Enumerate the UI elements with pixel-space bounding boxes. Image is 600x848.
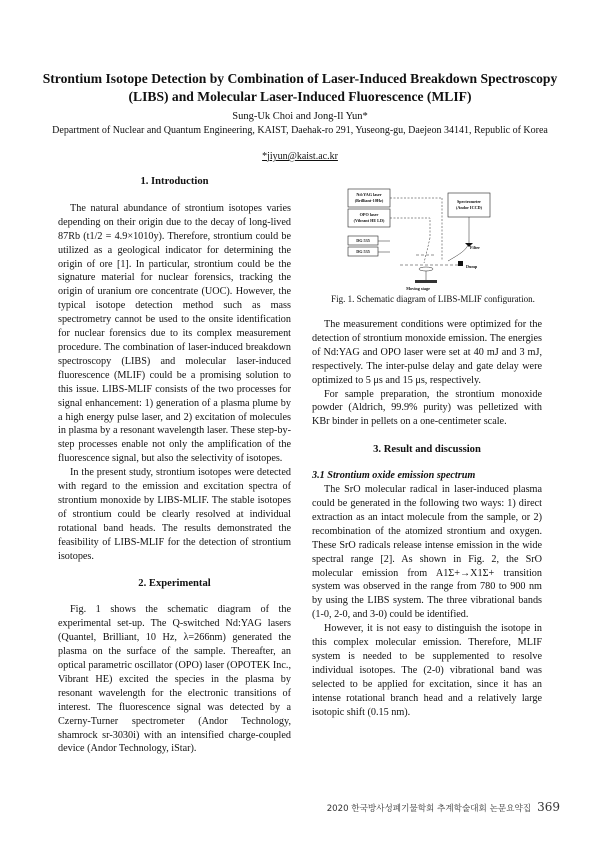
experimental-paragraph-2: The measurement conditions were optimized for the detection of strontium monoxide emission. The energies of Nd:YAG and OPO laser were set at 40 mJ and 3 mJ, respectively. The inter-pulse delay and gate delay were optimized to 5 μs and 15 μs, respectively. [312, 319, 542, 386]
contact-email [40, 150, 560, 163]
opo-beam [390, 218, 430, 238]
authors: Sung-Uk Choi and Jong-Il Yun* [232, 111, 368, 122]
proceedings-name: 2020 한국방사성폐기물학회 추계학술대회 논문요약집 [326, 804, 532, 814]
opo-label: OPO laser [359, 212, 379, 217]
section-heading-experimental: 2. Experimental [138, 578, 211, 590]
filter-label: Filter [470, 245, 480, 250]
figure-caption: Fig. 1. Schematic diagram of LIBS-MLIF configuration. [331, 294, 535, 304]
results-paragraph-1: The SrO molecular radical in laser-induced plasma could be generated in the following two ways: 1) direct extraction as an intact molecule from the sample, or 2) recombination of the atomized strontium and oxygen. These SrO radicals release intense emission in the wide spectral range [2]. As shown in Fig. 2, the SrO molecular emission from A1Σ+→X1Σ+ transition system was observed in the range from 780 to 900 nm by using the LIBS system. The three vibrational bands (1-0, 2-0, and 3-0) could be identified. [312, 484, 542, 621]
section-heading-results: 3. Result and discussion [373, 444, 481, 456]
opo-model-label: (Vibrant HE LD) [353, 218, 385, 223]
dump-label: Dump [466, 264, 478, 269]
collection-fiber [448, 243, 469, 261]
sample-pellet [419, 267, 433, 271]
spectrometer-label: Spectrometer [456, 199, 482, 204]
spectrometer-model-label: (Andor ICCD) [455, 205, 483, 210]
beam-dump [458, 261, 463, 266]
delay-generator-2-label: DG 535 [356, 249, 370, 254]
paper-title: Strontium Isotope Detection by Combination of Laser-Induced Breakdown Spectroscopy (LIBS) and Molecular Laser-Induced Fluorescence (MLIF) [42, 71, 558, 104]
right-column [312, 318, 542, 719]
experimental-paragraph-3: For sample preparation, the strontium monoxide powder (Aldrich, 99.9% purity) was pelletized with KBr binder in pellets on a one-centimeter scale. [312, 388, 542, 428]
opo-beam-to-sample [424, 238, 430, 263]
optics-lines [400, 255, 460, 265]
left-column [58, 175, 291, 756]
page-number: 369 [537, 800, 560, 814]
subsection-heading-sro-emission: 3.1 Strontium oxide emission spectrum [312, 470, 476, 482]
ndyag-label: Nd:YAG laser [356, 192, 382, 197]
moving-stage [415, 280, 437, 283]
intro-paragraph-2: In the present study, strontium isotopes were detected with regard to the emission and excitation spectra of strontium monoxide by LIBS-MLIF. The stable isotopes of strontium could be clearly resolved at individual rotational band heads. The results demonstrated the feasibility of LIBS-MLIF for the detection of strontium isotopes. [58, 467, 291, 562]
section-heading-introduction: 1. Introduction [140, 176, 209, 187]
experimental-paragraph-1: Fig. 1 shows the schematic diagram of the experimental set-up. The Q-switched Nd:YAG lasers (Quantel, Brilliant, 10 Hz, λ=266nm) generated the plasma on the surface of the sample. Thereafter, an optical parametric oscillator (OPO) laser (OPOTEK Inc., Vibrant HE) excited the species in the plasma by resonant wavelength for the electronic transitions of interest. The fluorescence signal was detected by a Czerny-Turner spectrometer (Andor Technology, shamrock sr-3030i) with an intensified charge-coupled device (Andor Technology, iStar). [58, 604, 291, 755]
moving-stage-label: Moving stage [406, 286, 430, 291]
intro-paragraph-1: The natural abundance of strontium isotopes varies depending on their origin due to the decay of long-lived 87Rb (t1/2 = 4.9×1010y). Therefore, strontium could be utilized as a geological indicator for determining the origin of ore [1]. In particular, strontium could be the signature material for nuclear forensics, tracking the origin of uranium ore concentrate (UOC). However, the typical isotope detection method such as mass spectrometry cannot be used to the onsite identification for nuclear forensics due to its complex measurement procedure. The combination of laser-induced breakdown spectroscopy (LIBS) and molecular laser-induced fluorescence (MLIF) could be a promising solution to this issue. LIBS-MLIF consists of the two processes for signal enhancement: 1) generation of a plasma plume by a high energy pulse laser, and 2) excitation of molecules in plasma by a resonant wavelength laser. These step-by-step processes enable not only the amplification of the fluorescence signal, but also the selectivity of isotopes. [58, 202, 291, 465]
email-address[interactable]: jiyun@kaist.ac.kr [267, 151, 338, 162]
results-paragraph-2: However, it is not easy to distinguish the isotope in this complex molecular emission. Therefore, MLIF system is needed to be supplemented to resolve individual isotopes. The (2-0) vibrational band was selected to be applied for excitation, since it has an intense rotational branch head and a relatively large isotopic shift (0.15 nm). [312, 623, 542, 718]
delay-generator-1-label: DG 535 [356, 238, 370, 243]
ndyag-model-label: (Brilliant-10Hz) [354, 198, 384, 203]
schematic-diagram [330, 183, 500, 293]
affiliation: Department of Nuclear and Quantum Engineering, KAIST, Daehak-ro 291, Yuseong-gu, Daejeon 34141, Republic of Korea [52, 125, 548, 136]
page-footer [320, 800, 560, 814]
trigger-lines [378, 241, 390, 252]
email-marker: * [262, 151, 268, 162]
